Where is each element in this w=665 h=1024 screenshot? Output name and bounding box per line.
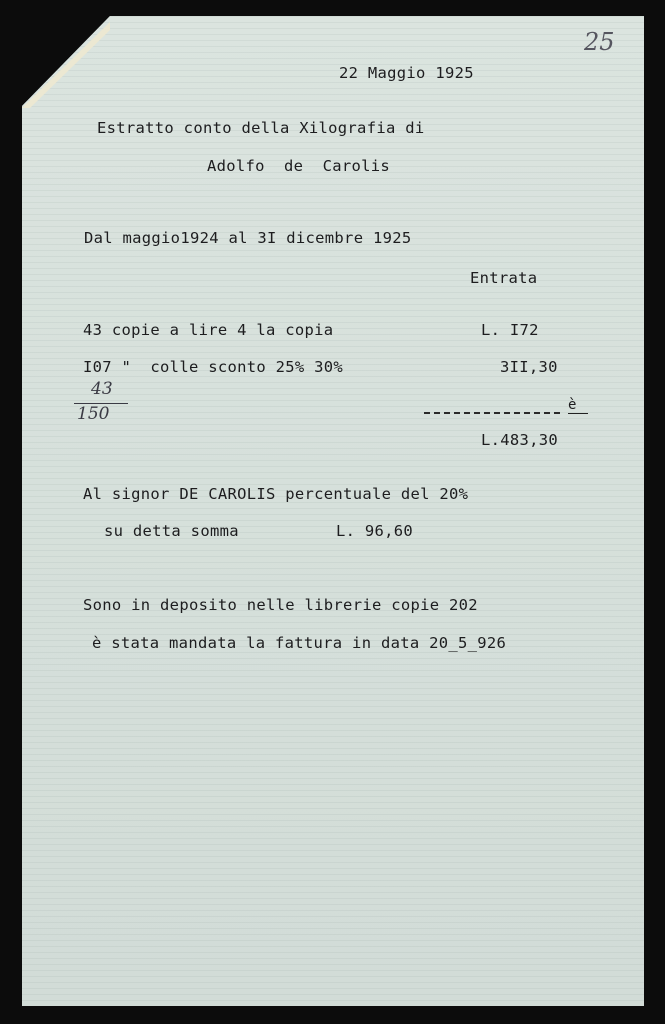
- document-title-line1: Estratto conto della Xilografia di: [97, 119, 425, 137]
- line1-amount: L. I72: [481, 321, 539, 339]
- percent-line2-amount: L. 96,60: [336, 522, 414, 540]
- sum-mark-underline: [568, 413, 588, 414]
- total-amount: L.483,30: [481, 431, 559, 449]
- handwritten-150: 150: [77, 404, 110, 424]
- line2-label: I07 " colle sconto 25% 30%: [83, 358, 344, 376]
- percent-line2-label: su detta somma: [104, 522, 239, 540]
- line1-label: 43 copie a lire 4 la copia: [83, 321, 334, 339]
- column-header-entrata: Entrata: [470, 269, 538, 287]
- line2-amount: 3II,30: [500, 358, 558, 376]
- handwritten-43: 43: [91, 379, 113, 399]
- total-rule: [424, 412, 560, 414]
- period-line: Dal maggio1924 al 3I dicembre 1925: [84, 229, 412, 247]
- document-date: 22 Maggio 1925: [339, 64, 474, 82]
- sum-mark: è: [568, 397, 577, 413]
- page-number: 25: [584, 28, 615, 56]
- invoice-line: è stata mandata la fattura in data 20_5_926: [92, 634, 507, 652]
- percent-line1: Al signor DE CAROLIS percentuale del 20%: [83, 485, 469, 503]
- deposit-line: Sono in deposito nelle librerie copie 202: [83, 596, 478, 614]
- document-title-line2: Adolfo de Carolis: [207, 157, 391, 175]
